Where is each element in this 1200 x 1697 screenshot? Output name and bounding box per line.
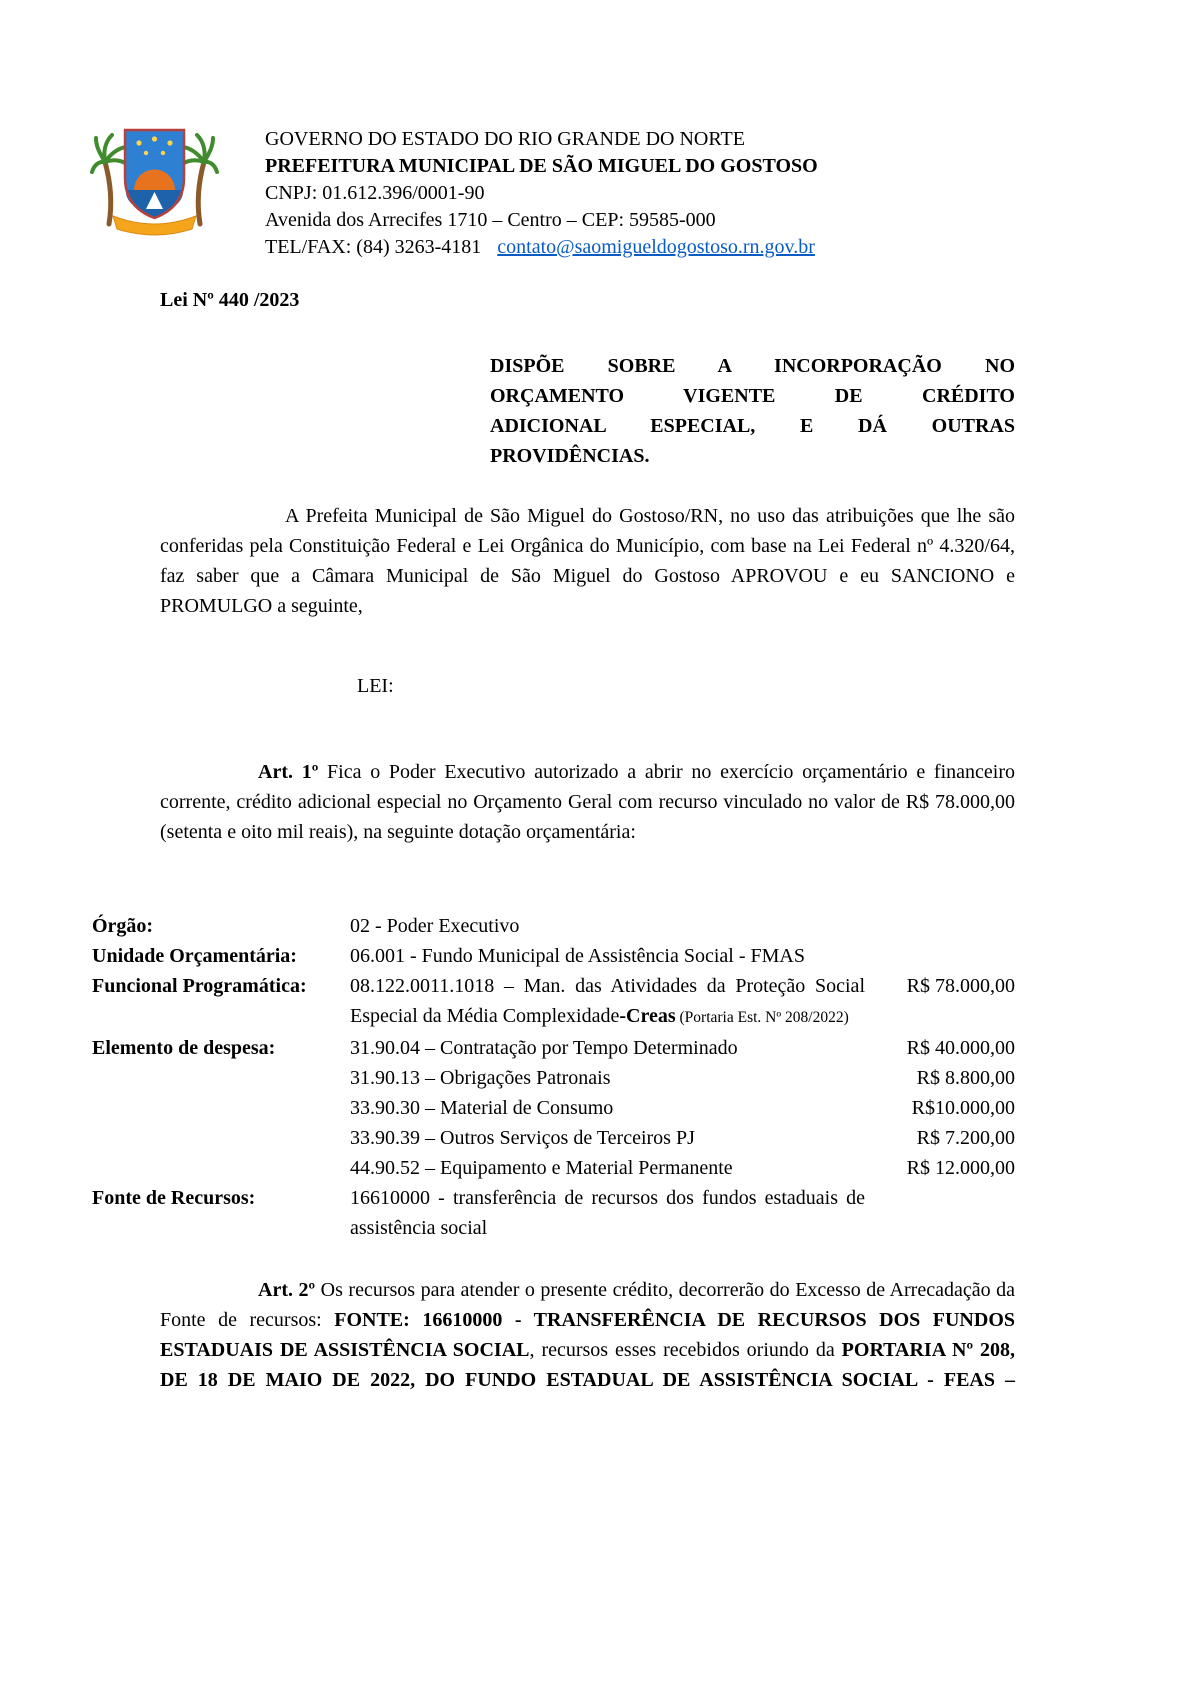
header-address: Avenida dos Arrecifes 1710 – Centro – CEP: 59585-000	[265, 209, 716, 231]
lei-label: LEI:	[357, 675, 394, 697]
elemento-amount: R$ 12.000,00	[906, 1157, 1015, 1179]
funcional-desc: 08.122.0011.1018 – Man. das Atividades da Proteção Social Especial da Média Complexidade-Creas (Portaria Est. Nº 208/2022)	[350, 975, 865, 1027]
elemento-desc: 33.90.39 – Outros Serviços de Terceiros PJ	[350, 1127, 695, 1149]
article-2-portaria: PORTARIA Nº 208, DE 18 DE MAIO DE 2022, DO FUNDO ESTADUAL DE ASSISTÊNCIA SOCIAL - FEAS –	[160, 1339, 1015, 1391]
orgao-value: 02 - Poder Executivo	[350, 915, 520, 937]
article-1	[160, 757, 1015, 847]
budget-row-elemento	[92, 1153, 1015, 1183]
letterhead-text	[265, 110, 818, 261]
law-ementa	[490, 351, 1015, 471]
funcional-creas: -Creas	[619, 1005, 676, 1027]
elemento-amount: R$ 8.800,00	[916, 1067, 1015, 1089]
budget-row-elemento	[92, 1093, 1015, 1123]
header-cnpj: CNPJ: 01.612.396/0001-90	[265, 182, 485, 204]
article-2-number: Art. 2º	[258, 1279, 316, 1301]
funcional-label: Funcional Programática:	[92, 975, 307, 997]
fonte-value: 16610000 - transferência de recursos dos fundos estaduais de assistência social	[350, 1187, 865, 1239]
header-contact-line	[265, 234, 818, 261]
orgao-label: Órgão:	[92, 915, 154, 937]
shield-icon	[125, 130, 184, 218]
unidade-value: 06.001 - Fundo Municipal de Assistência Social - FMAS	[350, 945, 805, 967]
article-2	[160, 1275, 1015, 1395]
budget-row-funcional	[92, 971, 1015, 1033]
budget-row-elemento	[92, 1123, 1015, 1153]
elemento-desc: 33.90.30 – Material de Consumo	[350, 1097, 614, 1119]
elemento-label: Elemento de despesa:	[92, 1037, 276, 1059]
elemento-amount: R$ 7.200,00	[916, 1127, 1015, 1149]
ementa-line: PROVIDÊNCIAS.	[490, 445, 650, 467]
header-government: GOVERNO DO ESTADO DO RIO GRANDE DO NORTE	[265, 128, 745, 150]
budget-row-elemento	[92, 1063, 1015, 1093]
unidade-label: Unidade Orçamentária:	[92, 945, 297, 967]
article-1-number: Art. 1º	[258, 761, 319, 783]
email-link[interactable]: contato@saomigueldogostoso.rn.gov.br	[497, 236, 815, 258]
budget-row-elemento	[92, 1033, 1015, 1063]
header-municipality: PREFEITURA MUNICIPAL DE SÃO MIGUEL DO GOSTOSO	[265, 155, 818, 177]
palm-tree-left-icon	[92, 135, 128, 224]
budget-table	[92, 911, 1015, 1243]
law-number: Lei Nº 440 /2023	[160, 289, 300, 311]
funcional-amount: R$ 78.000,00	[906, 975, 1015, 997]
coat-of-arms-logo	[92, 110, 217, 242]
elemento-desc: 31.90.13 – Obrigações Patronais	[350, 1067, 611, 1089]
elemento-desc: 44.90.52 – Equipamento e Material Permanente	[350, 1157, 733, 1179]
header-phone: TEL/FAX: (84) 3263-4181	[265, 236, 482, 258]
elemento-amount: R$ 40.000,00	[906, 1037, 1015, 1059]
budget-row-unidade	[92, 941, 1015, 971]
funcional-portaria: (Portaria Est. Nº 208/2022)	[675, 1009, 849, 1026]
article-2-text-1: Os recursos para atender o presente crédito, decorrerão do Excesso de Arrecadação da Fonte de recursos:	[160, 1279, 1015, 1331]
ementa-line: DISPÕE SOBRE A INCORPORAÇÃO NO	[490, 355, 1015, 377]
law-preamble: A Prefeita Municipal de São Miguel do Gostoso/RN, no uso das atribuições que lhe são conferidas pela Constituição Federal e Lei Orgânica do Município, com base na Lei Federal nº 4.320/64, faz saber que a Câmara Municipal de São Miguel do Gostoso APROVOU e eu SANCIONO e PROMULGO a seguinte,	[160, 505, 1015, 617]
article-2-fonte: FONTE: 16610000 - TRANSFERÊNCIA DE RECURSOS DOS FUNDOS ESTADUAIS DE ASSISTÊNCIA SOCIAL	[160, 1309, 1015, 1361]
article-1-text: Fica o Poder Executivo autorizado a abrir no exercício orçamentário e financeiro corrente, crédito adicional especial no Orçamento Geral com recurso vinculado no valor de R$ 78.000,00 (setenta e oito mil reais), na seguinte dotação orçamentária:	[160, 761, 1015, 843]
ementa-line: ORÇAMENTO VIGENTE DE CRÉDITO	[490, 385, 1015, 407]
ementa-line: ADICIONAL ESPECIAL, E DÁ OUTRAS	[490, 415, 1015, 437]
budget-row-fonte	[92, 1183, 1015, 1243]
elemento-amount: R$10.000,00	[911, 1097, 1015, 1119]
letterhead	[92, 110, 1015, 261]
budget-row-orgao	[92, 911, 1015, 941]
fonte-label: Fonte de Recursos:	[92, 1187, 256, 1209]
palm-tree-right-icon	[181, 135, 217, 224]
coat-of-arms-icon	[92, 110, 217, 242]
elemento-desc: 31.90.04 – Contratação por Tempo Determinado	[350, 1037, 738, 1059]
article-2-text-2: , recursos esses recebidos oriundo da	[529, 1339, 842, 1361]
